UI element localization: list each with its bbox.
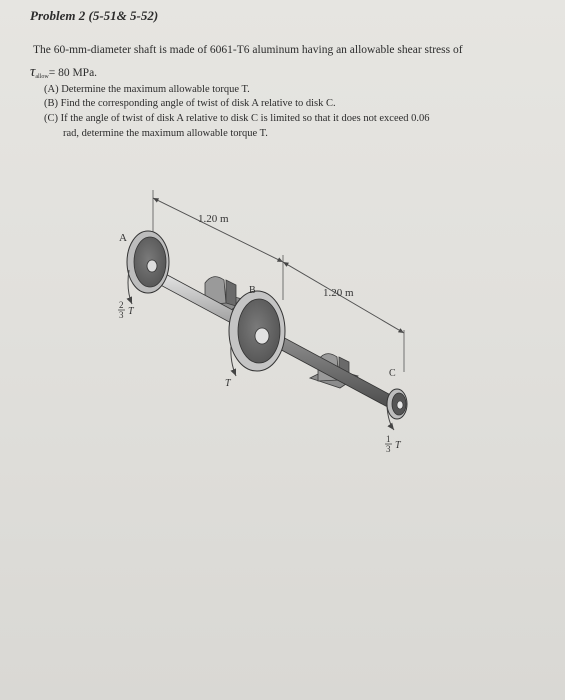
label-b: B bbox=[249, 285, 256, 296]
dimension-bc-label: 1.20 m bbox=[323, 287, 354, 299]
disk-b bbox=[229, 291, 285, 371]
torque-a-denominator: 3 bbox=[119, 310, 124, 320]
disk-a bbox=[127, 231, 169, 293]
part-c-line2: rad, determine the maximum allowable torque T. bbox=[63, 128, 268, 139]
disk-c bbox=[387, 389, 407, 419]
part-a: (A) Determine the maximum allowable torque T. bbox=[44, 84, 250, 95]
torque-a-numerator: 2 bbox=[119, 300, 124, 310]
torque-a-label bbox=[118, 300, 135, 320]
torque-c-numerator: 1 bbox=[386, 434, 391, 444]
tau-symbol: τ bbox=[30, 64, 36, 80]
torque-b-label: T bbox=[225, 378, 231, 389]
torque-c-denominator: 3 bbox=[386, 444, 391, 454]
problem-title: Problem 2 (5-51& 5-52) bbox=[30, 8, 159, 23]
allowable-stress-value: = 80 MPa. bbox=[48, 67, 98, 79]
tau-subscript: allow bbox=[35, 74, 49, 80]
label-c: C bbox=[389, 368, 396, 379]
torque-c-symbol: T bbox=[395, 440, 401, 451]
torque-c-label bbox=[385, 434, 402, 454]
part-b: (B) Find the corresponding angle of twist of disk A relative to disk C. bbox=[44, 98, 336, 109]
label-a: A bbox=[119, 232, 127, 244]
dimension-ab-label: 1.20 m bbox=[198, 213, 229, 225]
torque-a-symbol: T bbox=[128, 306, 134, 317]
problem-statement-line1: The 60-mm-diameter shaft is made of 6061-T6 aluminum having an allowable shear stress of bbox=[33, 44, 463, 56]
part-c-line1: (C) If the angle of twist of disk A relative to disk C is limited so that it does not exceed 0.06 bbox=[44, 113, 430, 124]
